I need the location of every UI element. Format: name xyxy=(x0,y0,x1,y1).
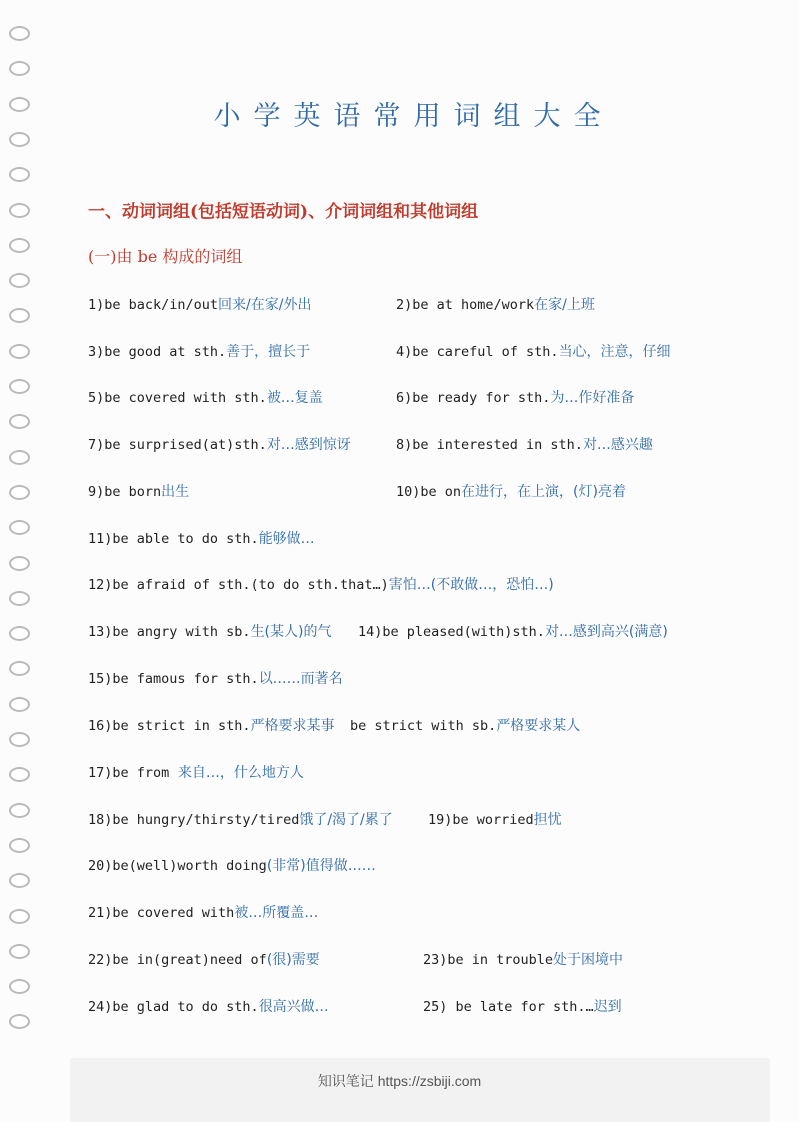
binder-ring xyxy=(9,1014,30,1029)
phrase-item: 1)be back/in/out回来/在家/外出 xyxy=(88,297,312,313)
binder-ring xyxy=(9,803,30,818)
phrase-item: 14)be pleased(with)sth.对…感到高兴(满意) xyxy=(358,624,668,640)
phrase-item: 23)be in trouble处于困境中 xyxy=(423,952,624,968)
binder-ring xyxy=(9,661,30,676)
footer-watermark: 知识笔记 https://zsbiji.com xyxy=(317,1073,482,1089)
binder-ring xyxy=(9,979,30,994)
phrase-item: 5)be covered with sth.被…复盖 xyxy=(88,390,323,406)
binder-ring xyxy=(9,132,30,147)
binder-ring xyxy=(9,591,30,606)
phrase-item: 2)be at home/work在家/上班 xyxy=(396,297,595,313)
binder-ring xyxy=(9,732,30,747)
binder-ring xyxy=(9,273,30,288)
phrase-item: 12)be afraid of sth.(to do sth.that…)害怕…(不敢做…，恐怕…) xyxy=(88,577,554,593)
phrase-item: be strict with sb.严格要求某人 xyxy=(350,718,581,734)
binder-ring xyxy=(9,944,30,959)
phrase-item: 22)be in(great)need of(很)需要 xyxy=(88,952,320,968)
binder-ring xyxy=(9,167,30,182)
binder-ring xyxy=(9,203,30,218)
phrase-item: 6)be ready for sth.为…作好准备 xyxy=(396,390,635,406)
phrase-item: 20)be(well)worth doing(非常)值得做…… xyxy=(88,858,376,874)
phrase-item: 17)be from 来自…，什么地方人 xyxy=(88,765,304,781)
binder-ring xyxy=(9,450,30,465)
binder-ring xyxy=(9,838,30,853)
binder-ring xyxy=(9,556,30,571)
phrase-item: 4)be careful of sth.当心，注意，仔细 xyxy=(396,344,671,360)
binder-ring xyxy=(9,873,30,888)
phrase-item: 11)be able to do sth.能够做… xyxy=(88,531,315,547)
subsection-heading: (一)由 be 构成的词组 xyxy=(88,247,243,266)
phrase-item: 25) be late for sth.…迟到 xyxy=(423,999,622,1015)
binder-ring xyxy=(9,26,30,41)
binder-ring xyxy=(9,414,30,429)
binder-ring xyxy=(9,520,30,535)
binder-ring xyxy=(9,379,30,394)
phrase-item: 7)be surprised(at)sth.对…感到惊讶 xyxy=(88,437,351,453)
binder-ring xyxy=(9,767,30,782)
binder-ring xyxy=(9,344,30,359)
phrase-item: 3)be good at sth.善于，擅长于 xyxy=(88,344,311,360)
phrase-item: 13)be angry with sb.生(某人)的气 xyxy=(88,624,332,640)
phrase-item: 8)be interested in sth.对…感兴趣 xyxy=(396,437,653,453)
binder-ring xyxy=(9,308,30,323)
binder-ring xyxy=(9,909,30,924)
phrase-item: 9)be born出生 xyxy=(88,484,190,500)
phrase-item: 19)be worried担忧 xyxy=(428,812,562,828)
binder-ring xyxy=(9,61,30,76)
page-title: 小学英语常用词组大全 xyxy=(213,101,614,132)
binder-ring xyxy=(9,238,30,253)
phrase-item: 16)be strict in sth.严格要求某事 xyxy=(88,718,335,734)
binder-ring xyxy=(9,626,30,641)
phrase-item: 24)be glad to do sth.很高兴做… xyxy=(88,999,329,1015)
phrase-item: 18)be hungry/thirsty/tired饿了/渴了/累了 xyxy=(88,812,393,828)
phrase-item: 15)be famous for sth.以……而著名 xyxy=(88,671,343,687)
binder-ring xyxy=(9,485,30,500)
phrase-item: 10)be on在进行，在上演，(灯)亮着 xyxy=(396,484,626,500)
phrase-item: 21)be covered with被…所覆盖… xyxy=(88,905,319,921)
binder-ring xyxy=(9,697,30,712)
section-heading: 一、动词词组(包括短语动词)、介词词组和其他词组 xyxy=(88,202,479,222)
